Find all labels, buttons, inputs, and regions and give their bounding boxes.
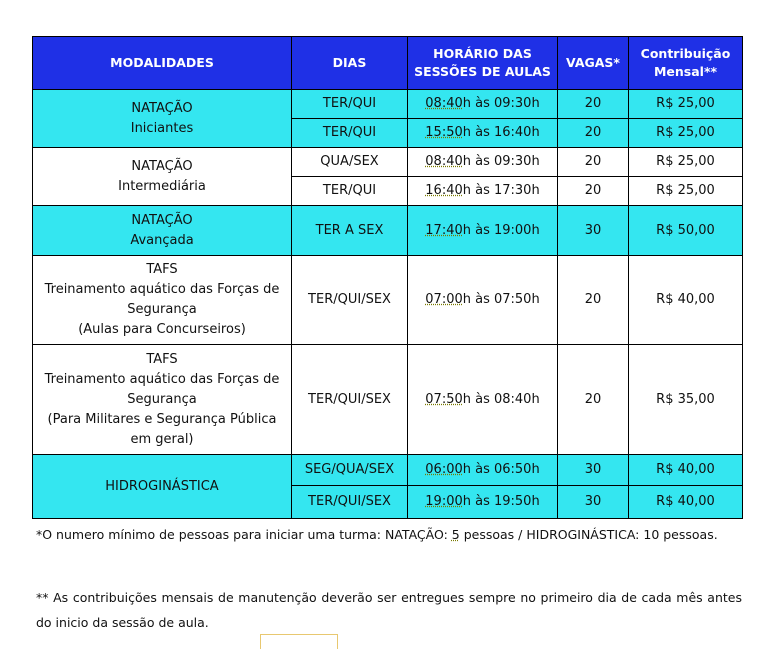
modalidade-cell: TAFS Treinamento aquático das Forças de Segurança (Para Militares e Segurança Pública em geral): [33, 345, 292, 455]
horario-cell: 07:00h às 07:50h: [408, 256, 558, 345]
dias-cell: TER/QUI/SEX: [292, 345, 408, 455]
preco-cell: R$ 25,00: [629, 90, 743, 119]
table-row: [33, 256, 743, 345]
horario-cell: 07:50h às 08:40h: [408, 345, 558, 455]
horario-cell: 16:40h às 17:30h: [408, 177, 558, 206]
preco-cell: R$ 40,00: [629, 455, 743, 486]
header-modalidades: MODALIDADES: [33, 37, 292, 90]
table-row: [33, 455, 743, 486]
vagas-cell: 20: [558, 119, 629, 148]
modalidade-cell: NATAÇÃO Iniciantes: [33, 90, 292, 148]
dias-cell: TER/QUI: [292, 119, 408, 148]
vagas-cell: 20: [558, 345, 629, 455]
table-row: [33, 90, 743, 119]
schedule-table: [32, 36, 743, 519]
dias-cell: TER/QUI/SEX: [292, 256, 408, 345]
header-dias: DIAS: [292, 37, 408, 90]
dias-cell: SEG/QUA/SEX: [292, 455, 408, 486]
vagas-cell: 20: [558, 177, 629, 206]
horario-cell: 15:50h às 16:40h: [408, 119, 558, 148]
header-row: [33, 37, 743, 90]
preco-cell: R$ 35,00: [629, 345, 743, 455]
preco-cell: R$ 50,00: [629, 206, 743, 256]
vagas-cell: 20: [558, 90, 629, 119]
note-minimum-people: *O numero mínimo de pessoas para iniciar uma turma: NATAÇÃO: 5 pessoas / HIDROGINÁSTICA: 10 pessoas.: [36, 527, 718, 542]
preco-cell: R$ 25,00: [629, 177, 743, 206]
dias-cell: QUA/SEX: [292, 148, 408, 177]
page-edge-fragment: [260, 634, 338, 649]
dias-cell: TER/QUI: [292, 177, 408, 206]
note-contributions: ** As contribuições mensais de manutenção deverão ser entregues sempre no primeiro dia de cada mês antes do inicio da sessão de aula.: [36, 590, 742, 630]
dias-cell: TER/QUI/SEX: [292, 486, 408, 519]
horario-cell: 17:40h às 19:00h: [408, 206, 558, 256]
modalidade-cell: TAFS Treinamento aquático das Forças de Segurança (Aulas para Concurseiros): [33, 256, 292, 345]
table-row: [33, 206, 743, 256]
vagas-cell: 30: [558, 455, 629, 486]
dias-cell: TER A SEX: [292, 206, 408, 256]
preco-cell: R$ 40,00: [629, 486, 743, 519]
horario-cell: 08:40h às 09:30h: [408, 148, 558, 177]
modalidade-cell: NATAÇÃO Avançada: [33, 206, 292, 256]
preco-cell: R$ 25,00: [629, 148, 743, 177]
header-horario: HORÁRIO DAS SESSÕES DE AULAS: [408, 37, 558, 90]
vagas-cell: 20: [558, 256, 629, 345]
preco-cell: R$ 25,00: [629, 119, 743, 148]
modalidade-cell: HIDROGINÁSTICA: [33, 455, 292, 519]
dias-cell: TER/QUI: [292, 90, 408, 119]
preco-cell: R$ 40,00: [629, 256, 743, 345]
horario-cell: 08:40h às 09:30h: [408, 90, 558, 119]
modalidade-cell: NATAÇÃO Intermediária: [33, 148, 292, 206]
header-contribuicao: Contribuição Mensal**: [629, 37, 743, 90]
horario-cell: 19:00h às 19:50h: [408, 486, 558, 519]
header-vagas: VAGAS*: [558, 37, 629, 90]
vagas-cell: 20: [558, 148, 629, 177]
horario-cell: 06:00h às 06:50h: [408, 455, 558, 486]
vagas-cell: 30: [558, 486, 629, 519]
vagas-cell: 30: [558, 206, 629, 256]
table-row: [33, 148, 743, 177]
table-row: [33, 345, 743, 455]
